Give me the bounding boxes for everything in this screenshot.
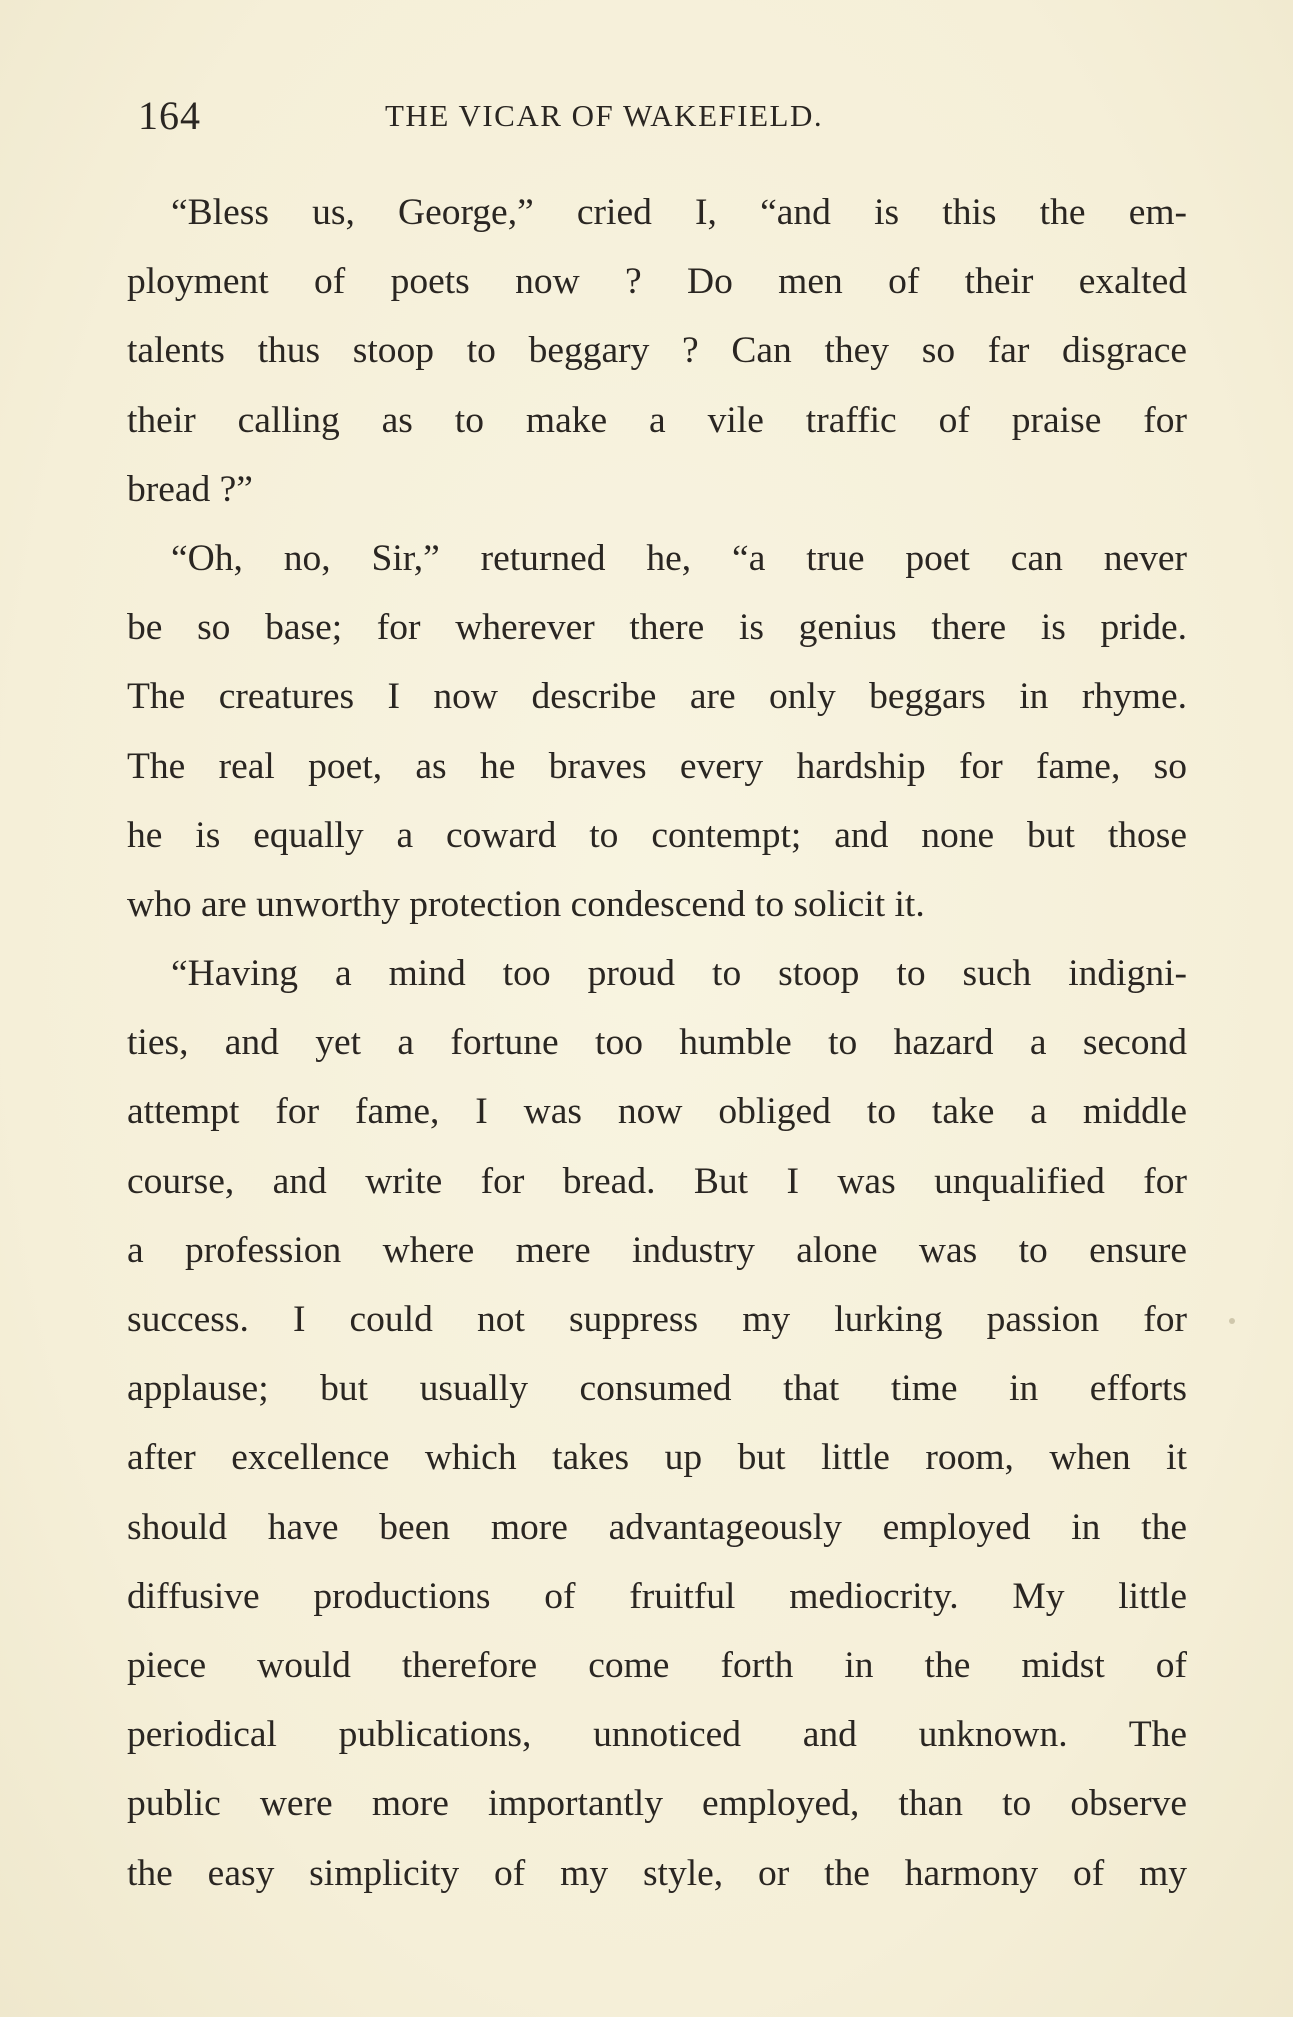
paper-speck: [1229, 1318, 1235, 1324]
text-line: “Oh, no, Sir,” returned he, “a true poet can never: [171, 537, 1187, 579]
text-line: The real poet, as he braves every hardship for fame, so: [127, 745, 1187, 787]
text-line: “Having a mind too proud to stoop to such indigni-: [171, 953, 1187, 995]
text-line: success. I could not suppress my lurking passion for: [127, 1299, 1187, 1340]
text-line: be so base; for wherever there is genius there is pride.: [127, 607, 1187, 649]
page-number: 164: [138, 93, 201, 138]
text-line: ties, and yet a fortune too humble to hazard a second: [127, 1022, 1187, 1064]
body-text: [127, 178, 1187, 1908]
text-line: piece would therefore come forth in the midst of: [127, 1644, 1187, 1686]
text-line: diffusive productions of fruitful mediocrity. My little: [127, 1575, 1187, 1617]
text-line: who are unworthy protection condescend to solicit it.: [127, 883, 925, 925]
text-line: talents thus stoop to beggary ? Can they so far disgrace: [127, 330, 1187, 372]
running-title: THE VICAR OF WAKEFIELD.: [385, 98, 824, 133]
text-line: after excellence which takes up but little room, when it: [127, 1437, 1187, 1479]
text-line: course, and write for bread. But I was unqualified for: [127, 1160, 1187, 1202]
text-line: applause; but usually consumed that time in efforts: [127, 1368, 1187, 1410]
text-line: a profession where mere industry alone was to ensure: [127, 1229, 1187, 1271]
text-line: public were more importantly employed, than to observe: [127, 1783, 1187, 1825]
text-line: ployment of poets now ? Do men of their exalted: [127, 261, 1187, 303]
text-line: the easy simplicity of my style, or the harmony of my: [127, 1852, 1187, 1894]
text-line: bread ?”: [127, 468, 253, 510]
text-line: “Bless us, George,” cried I, “and is this the em-: [171, 192, 1187, 233]
text-line: The creatures I now describe are only beggars in rhyme.: [127, 676, 1187, 718]
text-line: he is equally a coward to contempt; and none but those: [127, 814, 1187, 856]
text-line: attempt for fame, I was now obliged to take a middle: [127, 1091, 1187, 1133]
text-line: should have been more advantageously employed in the: [127, 1506, 1187, 1548]
page-header: [130, 86, 1188, 146]
text-line: their calling as to make a vile traffic of praise for: [127, 399, 1187, 441]
text-line: periodical publications, unnoticed and unknown. The: [127, 1714, 1187, 1756]
